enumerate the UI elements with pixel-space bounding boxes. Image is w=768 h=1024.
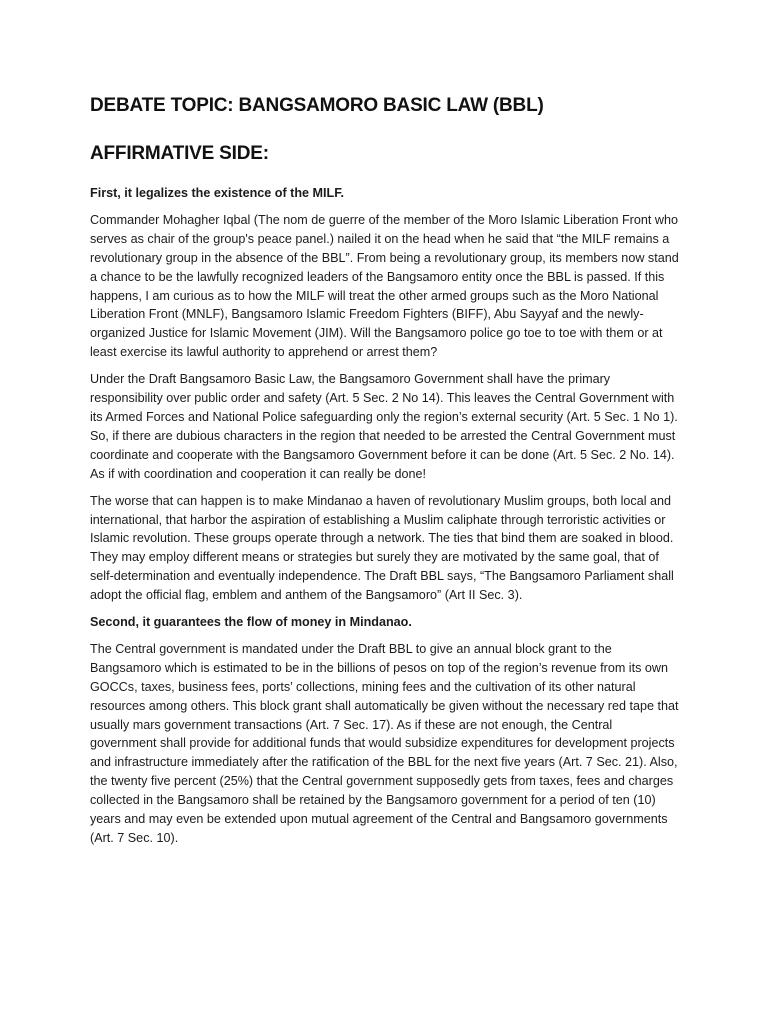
paragraph-4: The Central government is mandated under the Draft BBL to give an annual block grant to the Bangsamoro which is estimated to be in the billions of pesos on top of the region’s revenue from its own GOCCs, taxes, business fees, ports’ collections, mining fees and the cultivation of its other natural resources among others. This block grant shall automatically be given without the necessary red tape that usually mars government transactions (Art. 7 Sec. 17). As if these are not enough, the Central government shall provide for additional funds that would subsidize expenditures for development projects and infrastructure immediately after the ratification of the BBL for the next five years (Art. 7 Sec. 21). Also, the twenty five percent (25%) that the Central government supposedly gets from taxes, fees and charges collected in the Bangsamoro shall be retained by the Bangsamoro government for a period of ten (10) years and may even be extended upon mutual agreement of the Central and Bangsamoro governments (Art. 7 Sec. 10). [90,641,679,845]
section-heading-affirmative: AFFIRMATIVE SIDE: [90,143,269,164]
point-heading-1: First, it legalizes the existence of the MILF. [90,186,345,200]
point-heading-2: Second, it guarantees the flow of money in Mindanao. [90,615,412,630]
paragraph-2: Under the Draft Bangsamoro Basic Law, the Bangsamoro Government shall have the primary responsibility over public order and safety (Art. 5 Sec. 2 No 14). This leaves the Central Government with its Armed Forces and National Police safeguarding only the region’s external security (Art. 5 Sec. 1 No 1). So, if there are dubious characters in the region that needed to be arrested the Central Government must coordinate and cooperate with the Bangsamoro Government before it can be done (Art. 5 Sec. 2 No. 14). As if with coordination and cooperation it can really be done! [90,372,678,481]
document-title: DEBATE TOPIC: BANGSAMORO BASIC LAW (BBL) [90,95,544,116]
paragraph-1: Commander Mohagher Iqbal (The nom de guerre of the member of the Moro Islamic Liberation Front who serves as chair of the group's peace panel.) nailed it on the head when he said that “the MILF remains a revolutionary group in the absence of the BBL”. From being a revolutionary group, its members now stand a chance to be the lawfully recognized leaders of the Bangsamoro entity once the BBL is passed. If this happens, I am curious as to how the MILF will treat the other armed groups such as the Moro National Liberation Front (MNLF), Bangsamoro Islamic Freedom Fighters (BIFF), Abu Sayyaf and the newly-organized Justice for Islamic Movement (JIM). Will the Bangsamoro police go toe to toe with them or at least exercise its lawful authority to apprehend or arrest them? [90,212,679,360]
paragraph-3: The worse that can happen is to make Mindanao a haven of revolutionary Muslim groups, both local and international, that harbor the aspiration of establishing a Muslim caliphate through terroristic activities or Islamic revolution. These groups operate through a network. The ties that bind them are soaked in blood. They may employ different means or strategies but surely they are motivated by the same goal, that of self-determination and eventually independence. The Draft BBL says, “The Bangsamoro Parliament shall adopt the official flag, emblem and anthem of the Bangsamoro” (Art II Sec. 3). [90,493,674,603]
